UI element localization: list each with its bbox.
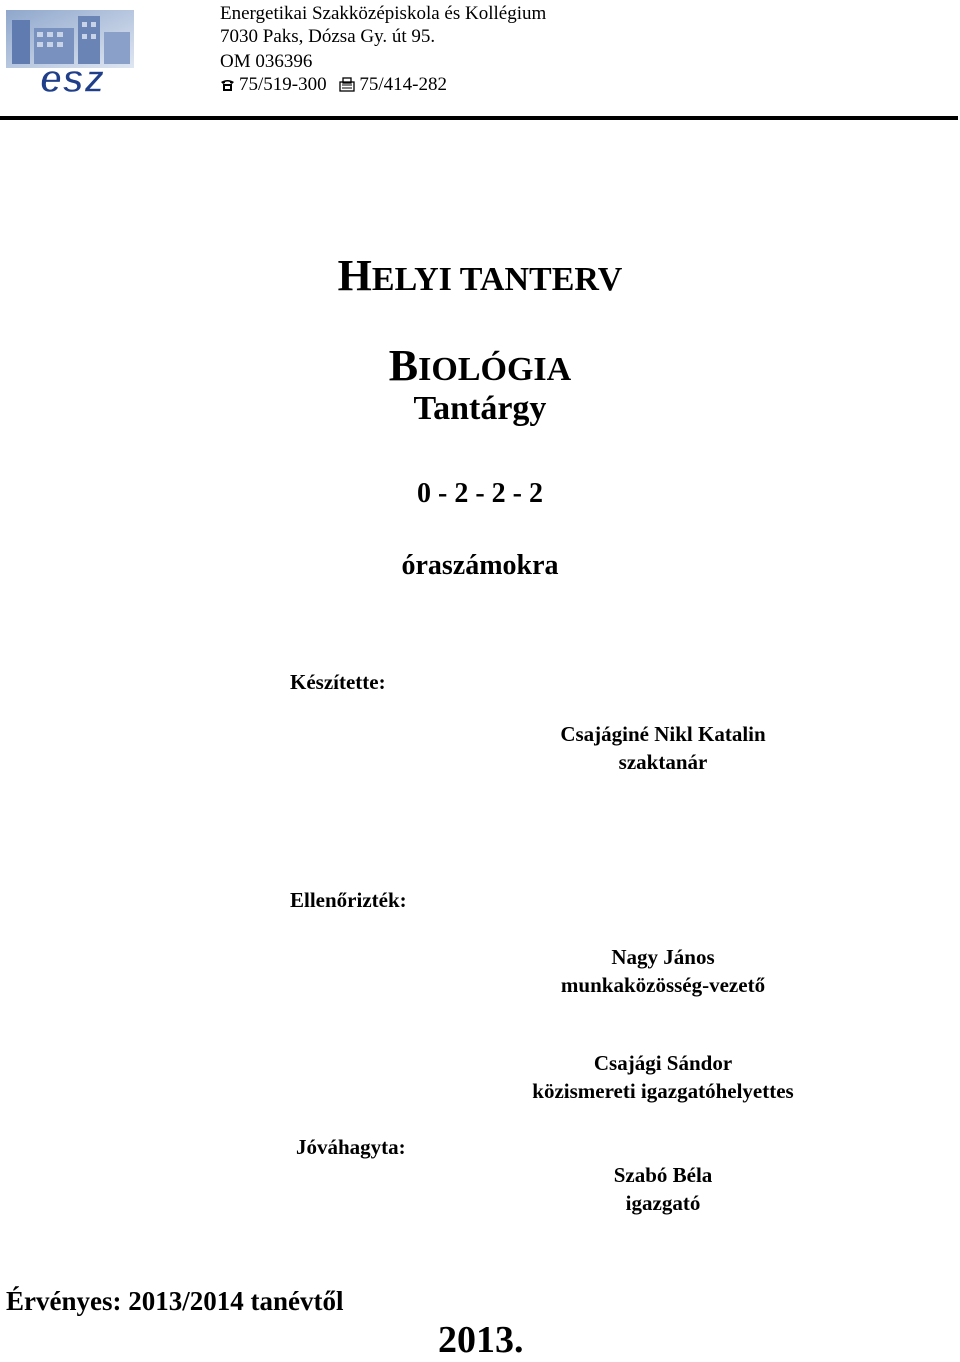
subject-title: BIOLÓGIA	[388, 341, 572, 390]
approver	[463, 1161, 863, 1217]
prepared-label: Készítette:	[290, 670, 386, 694]
document-year: 2013.	[438, 1319, 524, 1361]
approved-label: Jóváhagyta:	[296, 1135, 406, 1159]
checker-1-role: munkaközösség-vezető	[560, 973, 766, 997]
checker-2	[463, 1049, 863, 1105]
phone-number: 75/519-300	[239, 74, 327, 95]
school-logo-graphic	[4, 6, 142, 96]
hours-value: 0 - 2 - 2 - 2	[417, 478, 543, 509]
subject-subtitle: Tantárgy	[413, 390, 547, 427]
checker-1-name: Nagy János	[611, 945, 715, 969]
approver-role: igazgató	[625, 1191, 701, 1215]
logo-text: esz	[39, 57, 105, 96]
prepared-role: szaktanár	[618, 750, 708, 774]
document-title: HELYI TANTERV	[337, 251, 623, 300]
checker-1	[463, 943, 863, 999]
school-name: Energetikai Szakközépiskola és Kollégium	[220, 3, 547, 24]
school-logo	[4, 6, 142, 96]
approver-name: Szabó Béla	[613, 1163, 713, 1187]
school-address: 7030 Paks, Dózsa Gy. út 95.	[220, 26, 436, 47]
fax-icon	[339, 75, 355, 98]
checker-2-role: közismereti igazgatóhelyettes	[532, 1079, 794, 1103]
validity-text: Érvényes: 2013/2014 tanévtől	[6, 1286, 344, 1316]
contact-line	[220, 73, 447, 98]
prepared-name: Csajáginé Nikl Katalin	[560, 722, 766, 746]
telephone-icon	[220, 75, 235, 98]
om-number: OM 036396	[220, 51, 313, 72]
prepared-person	[463, 720, 863, 776]
header-divider	[0, 116, 958, 120]
hours-label: óraszámokra	[401, 550, 559, 581]
fax-number: 75/414-282	[359, 74, 447, 95]
checked-label: Ellenőrizték:	[290, 888, 407, 912]
checker-2-name: Csajági Sándor	[593, 1051, 733, 1075]
